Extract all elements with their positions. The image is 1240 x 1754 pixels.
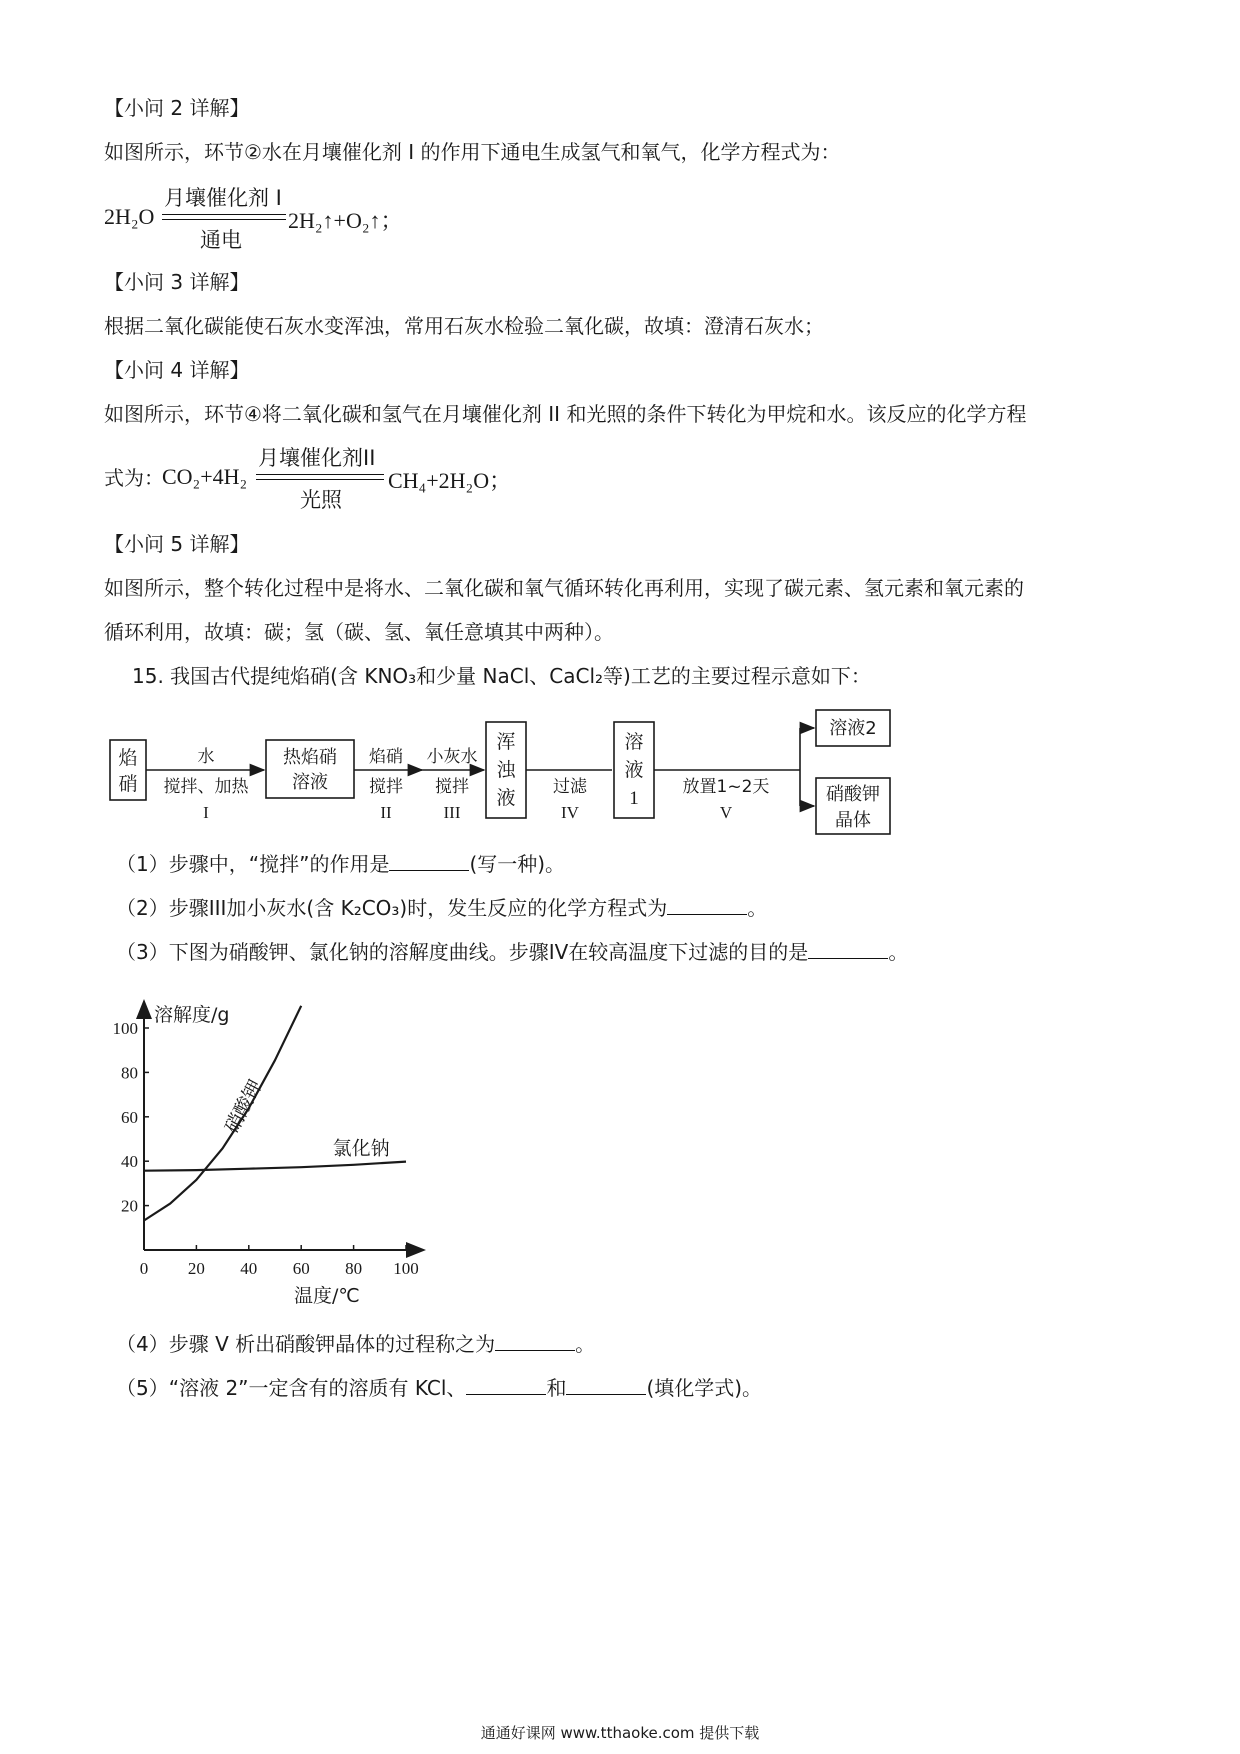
process-flow-diagram — [100, 700, 920, 850]
q2-text: 如图所示，环节②水在月壤催化剂 I 的作用下通电生成氢气和氧气，化学方程式为： — [104, 140, 841, 164]
q15-sub2-suffix: 。 — [747, 896, 768, 920]
flow-box-solution2-label: 溶液2 — [829, 718, 877, 739]
q15-sub3-suffix: 。 — [888, 940, 909, 964]
flow-box-turbid-line2: 浊 — [496, 759, 516, 781]
x-axis-label: 温度/℃ — [294, 1285, 360, 1307]
x-tick-label: 20 — [187, 1259, 205, 1278]
q15-sub4-blank[interactable] — [495, 1330, 575, 1351]
y-tick-label: 40 — [121, 1152, 138, 1172]
q2-eq-right: 2H₂↑+O₂↑； — [288, 208, 403, 233]
q15-sub3 — [116, 938, 908, 966]
flow-box-solution1-line3: 1 — [629, 788, 639, 809]
q4-equation — [104, 442, 584, 514]
flow-step5-mid: 放置1~2天 — [682, 777, 770, 797]
x-tick-label: 100 — [393, 1259, 419, 1278]
q5-text-line1: 如图所示，整个转化过程中是将水、二氧化碳和氧气循环转化再利用，实现了碳元素、氢元素和氧元素的 — [104, 576, 1024, 600]
q4-eq-prefix: 式为： — [104, 466, 164, 490]
q15-sub2-blank[interactable] — [667, 894, 747, 915]
q15-sub3-prefix: （3）下图为硝酸钾、氯化钠的溶解度曲线。步骤IV在较高温度下过滤的目的是 — [116, 940, 809, 964]
q4-heading: 【小问 4 详解】 — [104, 358, 250, 382]
q2-eq-cond-top: 月壤催化剂 I — [164, 186, 282, 210]
flow-step2-mid: 搅拌 — [369, 777, 403, 797]
q15-sub3-blank[interactable] — [808, 938, 888, 959]
q4-eq-cond-top: 月壤催化剂II — [258, 446, 376, 470]
page-footer: 通通好课网 www.tthaoke.com 提供下载 — [480, 1724, 760, 1742]
flow-box-start-line2: 硝 — [118, 773, 138, 795]
q2-eq-bar-bottom — [162, 219, 286, 220]
q15-sub5-suffix: (填化学式)。 — [646, 1376, 763, 1400]
flow-step3-mid: 搅拌 — [435, 777, 469, 797]
q4-eq-bar-top — [256, 474, 384, 475]
flow-step3-num: III — [443, 803, 461, 822]
q2-eq-cond-bottom: 通电 — [200, 228, 242, 252]
flow-box-crystal-line2: 晶体 — [835, 810, 871, 831]
q15-sub5 — [116, 1374, 762, 1402]
q4-eq-bar-bottom — [256, 479, 384, 480]
q5-heading: 【小问 5 详解】 — [104, 532, 250, 556]
y-tick-label: 20 — [121, 1196, 138, 1216]
x-tick-label: 40 — [240, 1259, 258, 1278]
y-tick-label: 60 — [121, 1107, 138, 1127]
q2-heading: 【小问 2 详解】 — [104, 96, 250, 120]
x-tick-label: 80 — [345, 1259, 363, 1278]
flow-box-start-line1: 焰 — [118, 747, 138, 769]
q15-sub1-prefix: （1）步骤中，“搅拌”的作用是 — [116, 852, 390, 876]
flow-box-crystal-line1: 硝酸钾 — [826, 784, 880, 805]
q15-sub2 — [116, 894, 767, 922]
q15-sub1 — [116, 850, 565, 878]
flow-step4-num: IV — [561, 803, 579, 822]
y-tick-label: 80 — [121, 1063, 138, 1083]
series-line-1 — [144, 1006, 301, 1221]
flow-box-hot-line2: 溶液 — [292, 772, 328, 793]
q15-sub4 — [116, 1330, 595, 1358]
q15-intro: 15. 我国古代提纯焰硝(含 KNO₃和少量 NaCl、CaCl₂等)工艺的主要过程示意如下： — [132, 664, 871, 688]
q2-equation — [104, 180, 484, 252]
q2-eq-bar-top — [162, 214, 286, 215]
flow-step1-top: 水 — [197, 747, 215, 767]
x-tick-label: 60 — [292, 1259, 310, 1278]
q15-sub5-prefix: （5）“溶液 2”一定含有的溶质有 KCl、 — [116, 1376, 467, 1400]
flow-step2-num: II — [380, 803, 392, 822]
series-label-1: 硝酸钾 — [220, 1076, 267, 1137]
solubility-chart — [100, 985, 480, 1315]
q4-eq-cond-bottom: 光照 — [300, 488, 342, 512]
q2-eq-left: 2H₂O — [104, 204, 155, 229]
x-tick-label: 0 — [139, 1259, 149, 1278]
q15-sub1-blank[interactable] — [389, 850, 469, 871]
flow-step4-mid: 过滤 — [553, 777, 587, 797]
series-line-2 — [144, 1162, 406, 1171]
q3-heading: 【小问 3 详解】 — [104, 270, 250, 294]
series-label-2: 氯化钠 — [332, 1137, 390, 1160]
q3-text: 根据二氧化碳能使石灰水变浑浊，常用石灰水检验二氧化碳，故填：澄清石灰水； — [104, 314, 824, 338]
q15-sub4-prefix: （4）步骤 V 析出硝酸钾晶体的过程称之为 — [116, 1332, 496, 1356]
q5-text-line2: 循环利用，故填：碳；氢（碳、氢、氧任意填其中两种）。 — [104, 620, 614, 644]
q4-text: 如图所示，环节④将二氧化碳和氢气在月壤催化剂 II 和光照的条件下转化为甲烷和水。该反应的化学方程 — [104, 402, 1027, 426]
y-axis-label: 溶解度/g — [154, 1004, 230, 1026]
q4-eq-right: CH₄+2H₂O； — [388, 468, 512, 493]
flow-box-solution1-line2: 液 — [624, 759, 644, 781]
q15-sub5-mid: 和 — [546, 1376, 567, 1400]
flow-step2-top: 焰硝 — [369, 747, 403, 767]
flow-step1-num: I — [203, 803, 209, 822]
y-tick-label: 100 — [112, 1019, 138, 1038]
flow-step3-top: 小灰水 — [426, 747, 478, 767]
flow-box-solution1-line1: 溶 — [624, 731, 644, 753]
flow-step5-num: V — [719, 803, 733, 822]
q15-sub5-blank1[interactable] — [466, 1374, 546, 1395]
q15-sub2-prefix: （2）步骤III加小灰水(含 K₂CO₃)时，发生反应的化学方程式为 — [116, 896, 668, 920]
q4-eq-left: CO₂+4H₂ — [162, 464, 248, 489]
flow-box-hot-line1: 热焰硝 — [283, 747, 337, 768]
q15-sub1-suffix: (写一种)。 — [469, 852, 566, 876]
q15-sub5-blank2[interactable] — [566, 1374, 646, 1395]
flow-box-turbid-line3: 液 — [496, 787, 516, 809]
flow-box-turbid-line1: 浑 — [496, 731, 516, 753]
flow-step1-mid: 搅拌、加热 — [163, 777, 249, 797]
q15-sub4-suffix: 。 — [575, 1332, 596, 1356]
